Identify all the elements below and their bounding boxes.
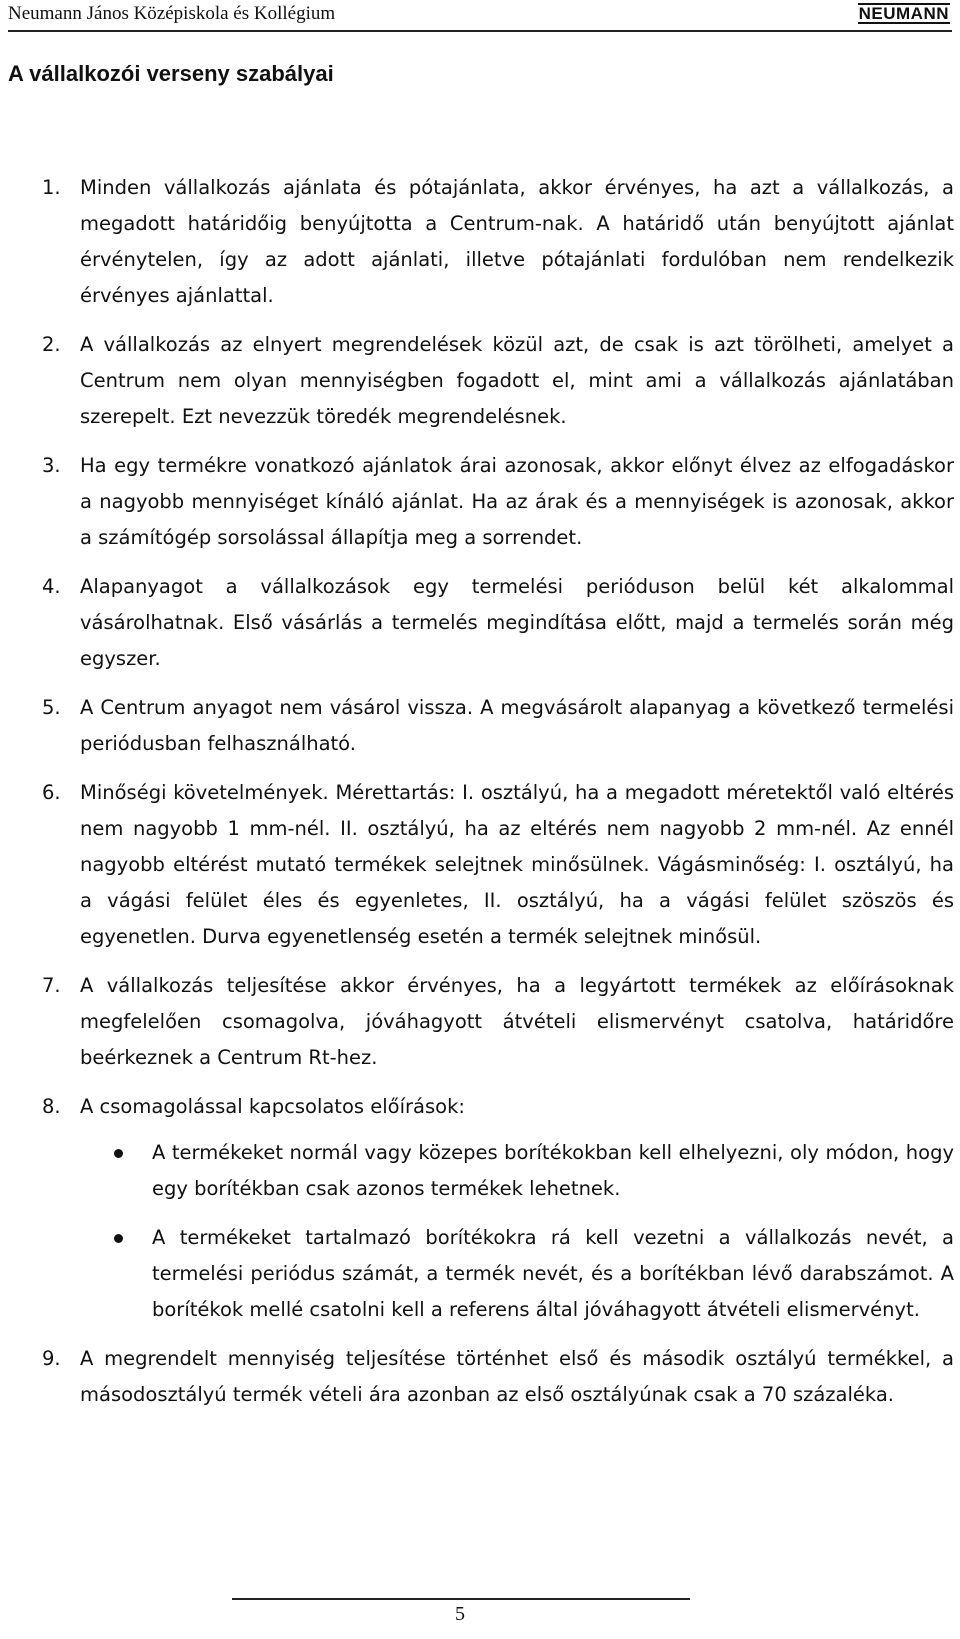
rule-text: A vállalkozás teljesítése akkor érvényes, ha a legyártott termékek az előírásoknak megfelelően csomagolva, jóváhagyott átvételi elismervényt csatolva, határidőre beérkeznek a Centrum Rt-hez. — [80, 974, 954, 1069]
page-number: 5 — [455, 1603, 465, 1625]
packaging-text: A termékeket normál vagy közepes borítékokban kell elhelyezni, oly módon, hogy egy borítékban csak azonos termékek lehetnek. — [152, 1141, 954, 1200]
bullet-icon — [114, 1234, 123, 1243]
rule-text: Ha egy termékre vonatkozó ajánlatok árai azonosak, akkor előnyt élvez az elfogadáskor a nagyobb mennyiséget kínáló ajánlat. Ha az árak és a mennyiségek is azonosak, akkor a számítógép sorsolással állapítja meg a sorrendet. — [80, 454, 954, 549]
packaging-text: A termékeket tartalmazó borítékokra rá kell vezetni a vállalkozás nevét, a termelési periódus számát, a termék nevét, és a borítékban lévő darabszámot. A borítékok mellé csatolni kell a referens által jóváhagyott átvételi elismervényt. — [152, 1226, 954, 1321]
rule-text: A csomagolással kapcsolatos előírások: — [80, 1095, 465, 1118]
packaging-item — [80, 1135, 954, 1207]
packaging-item — [80, 1220, 954, 1328]
rule-number: 9. — [42, 1347, 61, 1370]
rule-number: 7. — [42, 974, 61, 997]
school-name: Neumann János Középiskola és Kollégium — [8, 3, 336, 24]
bullet-icon — [114, 1149, 123, 1158]
rule-number: 4. — [42, 575, 61, 598]
packaging-list — [80, 1135, 954, 1328]
rule-number: 6. — [42, 781, 61, 804]
document-title: A vállalkozói verseny szabályai — [8, 61, 334, 86]
rule-number: 8. — [42, 1095, 61, 1118]
rule-number: 1. — [42, 176, 61, 199]
rule-item — [42, 690, 954, 762]
rule-item — [42, 775, 954, 955]
rule-text: Alapanyagot a vállalkozások egy termelési perióduson belül két alkalommal vásárolhatnak. Első vásárlás a termelés megindítása előtt, majd a termelés során még egyszer. — [80, 575, 954, 670]
rule-item — [42, 1089, 954, 1328]
rule-text: A vállalkozás az elnyert megrendelések közül azt, de csak is azt törölheti, amelyet a Centrum nem olyan mennyiségben fogadott el, mint ami a vállalkozás ajánlatában szerepelt. Ezt nevezzük töredék megrendelésnek. — [80, 333, 954, 428]
footer-divider — [232, 1598, 690, 1600]
rule-text: Minden vállalkozás ajánlata és pótajánlata, akkor érvényes, ha azt a vállalkozás, a megadott határidőig benyújtotta a Centrum-nak. A határidő után benyújtott ajánlat érvénytelen, így az adott ajánlati, illetve pótajánlati fordulóban nem rendelkezik érvényes ajánlattal. — [80, 176, 954, 307]
rule-text: Minőségi követelmények. Mérettartás: I. osztályú, ha a megadott méretektől való eltérés nem nagyobb 1 mm-nél. II. osztályú, ha az eltérés nem nagyobb 2 mm-nél. Az ennél nagyobb eltérést mutató termékek selejtnek minősülnek. Vágásminőség: I. osztályú, ha a vágási felület éles és egyenletes, II. osztályú, ha a vágási felület szöszös és egyenetlen. Durva egyenetlenség esetén a termék selejtnek minősül. — [80, 781, 954, 948]
neumann-logo: NEUMANN — [858, 4, 949, 23]
rule-number: 3. — [42, 454, 61, 477]
rule-item — [42, 170, 954, 314]
rule-item — [42, 1341, 954, 1413]
rule-item — [42, 968, 954, 1076]
page-header — [8, 0, 952, 32]
rule-item — [42, 569, 954, 677]
rule-text: A megrendelt mennyiség teljesítése történhet első és második osztályú termékkel, a másodosztályú termék vételi ára azonban az első osztályúnak csak a 70 százaléka. — [80, 1347, 954, 1406]
rule-item — [42, 327, 954, 435]
rule-text: A Centrum anyagot nem vásárol vissza. A megvásárolt alapanyag a következő termelési periódusban felhasználható. — [80, 696, 954, 755]
rule-item — [42, 448, 954, 556]
rule-number: 5. — [42, 696, 61, 719]
rules-list — [42, 170, 954, 1426]
rule-number: 2. — [42, 333, 61, 356]
